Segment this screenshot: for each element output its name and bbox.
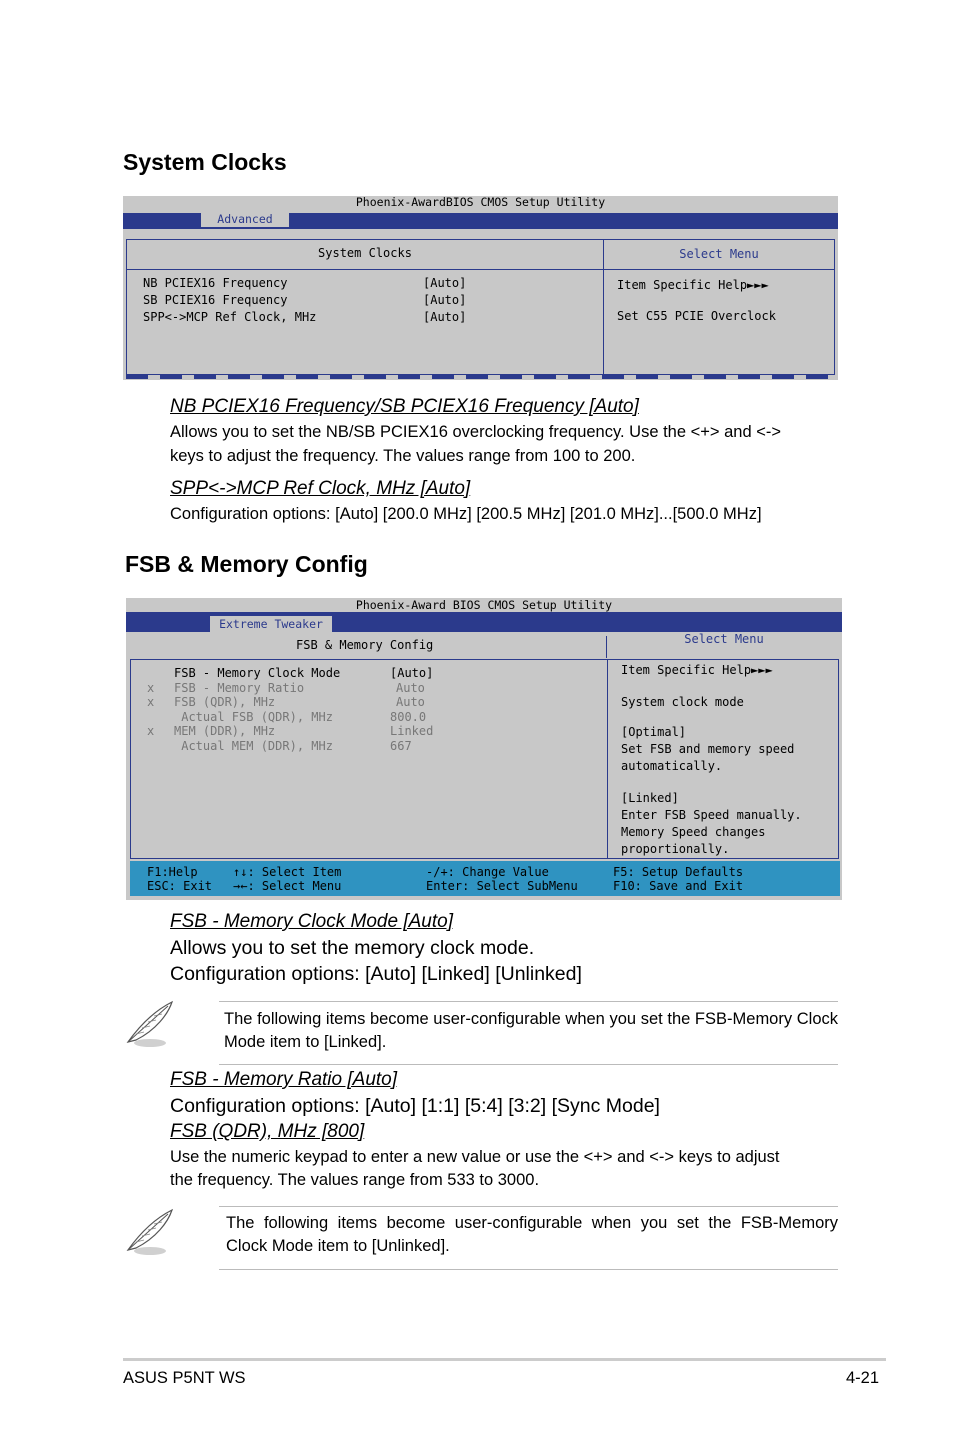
note-unlinked: The following items become user-configurable when you set the FSB-Memory Clock Mode item to [Unlinked].: [226, 1214, 838, 1255]
item-text: Allows you to set the NB/SB PCIEX16 overclocking frequency. Use the <+> and <->: [170, 423, 781, 441]
row-label[interactable]: FSB - Memory Clock Mode: [174, 666, 341, 680]
bios-bottom-dashes: [126, 375, 838, 379]
row-label: FSB (QDR), MHz: [174, 695, 276, 709]
bios-header: Phoenix-AwardBIOS CMOS Setup Utility: [355, 195, 606, 209]
row-value: 800.0: [390, 709, 427, 724]
item-text: keys to adjust the frequency. The values range from 100 to 200.: [170, 447, 636, 465]
key-help: F1:Help: [147, 865, 198, 879]
key-select-submenu: Enter: Select SubMenu: [426, 879, 578, 893]
bios-main-panel: [130, 659, 608, 859]
help-line: Memory Speed changes: [621, 825, 766, 839]
bios-key-bar: [130, 861, 840, 896]
row-label: NB PCIEX16 Frequency: [143, 276, 288, 290]
tab-advanced[interactable]: Advanced: [201, 211, 289, 227]
triple-arrow-icon: ►►►: [751, 663, 773, 677]
bios-header: Phoenix-Award BIOS CMOS Setup Utility: [355, 598, 613, 612]
row-value: 667: [390, 738, 412, 753]
key-change-value: -/+: Change Value: [426, 865, 549, 879]
help-line: [Optimal]: [621, 725, 687, 739]
row-value: Auto: [396, 695, 425, 709]
bios-main-panel: [126, 239, 604, 375]
key-setup-defaults: F5: Setup Defaults: [613, 865, 744, 879]
help-text: Set C55 PCIE Overclock: [617, 309, 776, 323]
bios-screen-fsb-memory: [126, 598, 842, 900]
row-value[interactable]: [Auto]: [390, 666, 434, 680]
feather-pen-icon: [122, 1206, 178, 1258]
item-text: Configuration options: [Auto] [1:1] [5:4] [3:2] [Sync Mode]: [170, 1095, 660, 1117]
help-line: [Linked]: [621, 791, 679, 805]
bios-row[interactable]: [143, 275, 288, 292]
key-select-item: ↑↓: Select Item: [233, 865, 342, 879]
help-line: Enter FSB Speed manually.: [621, 808, 802, 822]
row-label: SPP<->MCP Ref Clock, MHz: [143, 310, 317, 324]
help-line: Set FSB and memory speed: [621, 742, 795, 756]
section-title-system-clocks: System Clocks: [123, 149, 287, 175]
help-line: System clock mode: [621, 695, 744, 709]
bios-help-panel: [603, 239, 835, 375]
item-text: Allows you to set the memory clock mode.: [170, 937, 535, 959]
triple-arrow-icon: ►►►: [747, 278, 769, 292]
item-heading-fsb-qdr: FSB (QDR), MHz [800]: [170, 1121, 365, 1142]
item-heading-pciex16: NB PCIEX16 Frequency/SB PCIEX16 Frequency [Auto]: [170, 396, 639, 417]
bios-row-value[interactable]: [Auto]: [423, 293, 467, 307]
help-line: proportionally.: [621, 842, 730, 856]
item-text: Configuration options: [Auto] [Linked] [Unlinked]: [170, 963, 582, 985]
bios-row-value[interactable]: [Auto]: [423, 310, 467, 324]
row-label: MEM (DDR), MHz: [174, 724, 276, 738]
panel-title: System Clocks: [318, 246, 412, 260]
row-label: FSB - Memory Ratio: [174, 680, 305, 695]
item-heading-spp-mcp: SPP<->MCP Ref Clock, MHz [Auto]: [170, 478, 471, 499]
row-label: Actual FSB (QDR), MHz: [174, 709, 333, 724]
help-line: automatically.: [621, 759, 723, 773]
bios-screen-system-clocks: [123, 196, 838, 380]
feather-pen-icon: [122, 998, 178, 1050]
section-title-fsb-memory-config: FSB & Memory Config: [125, 551, 368, 577]
key-save-exit: F10: Save and Exit: [613, 879, 744, 893]
panel-title: FSB & Memory Config: [296, 638, 434, 652]
footer-product: ASUS P5NT WS: [123, 1369, 246, 1387]
row-mark: x: [147, 695, 155, 709]
item-heading-memory-ratio: FSB - Memory Ratio [Auto]: [170, 1069, 398, 1090]
bios-row[interactable]: [143, 309, 316, 326]
bios-row[interactable]: [143, 292, 288, 309]
row-mark: x: [147, 724, 155, 738]
row-label: Actual MEM (DDR), MHz: [174, 738, 333, 753]
item-text: Configuration options: [Auto] [200.0 MHz] [200.5 MHz] [201.0 MHz]...[500.0 MHz]: [170, 505, 762, 523]
select-menu-title: Select Menu: [684, 632, 764, 646]
item-text: the frequency. The values range from 533 to 3000.: [170, 1171, 540, 1189]
item-text: Use the numeric keypad to enter a new value or use the <+> and <-> keys to adjust: [170, 1148, 780, 1166]
bios-help-panel: [607, 659, 839, 859]
tab-extreme-tweaker[interactable]: Extreme Tweaker: [210, 616, 332, 632]
row-mark: x: [147, 680, 155, 695]
key-select-menu: →←: Select Menu: [233, 879, 342, 893]
footer-rule: [123, 1358, 886, 1361]
help-title: Item Specific Help►►►: [617, 278, 769, 292]
note-linked: The following items become user-configurable when you set the FSB-Memory Clock Mode item to [Linked].: [224, 1010, 838, 1051]
row-label: SB PCIEX16 Frequency: [143, 293, 288, 307]
footer-page-number: 4-21: [846, 1369, 880, 1387]
help-title: Item Specific Help►►►: [621, 663, 773, 677]
row-value: Linked: [390, 724, 434, 738]
row-value: Auto: [396, 680, 425, 695]
select-menu-title: Select Menu: [679, 247, 759, 261]
item-heading-clock-mode: FSB - Memory Clock Mode [Auto]: [170, 911, 453, 932]
key-exit: ESC: Exit: [147, 879, 213, 893]
bios-row-value[interactable]: [Auto]: [423, 276, 467, 290]
